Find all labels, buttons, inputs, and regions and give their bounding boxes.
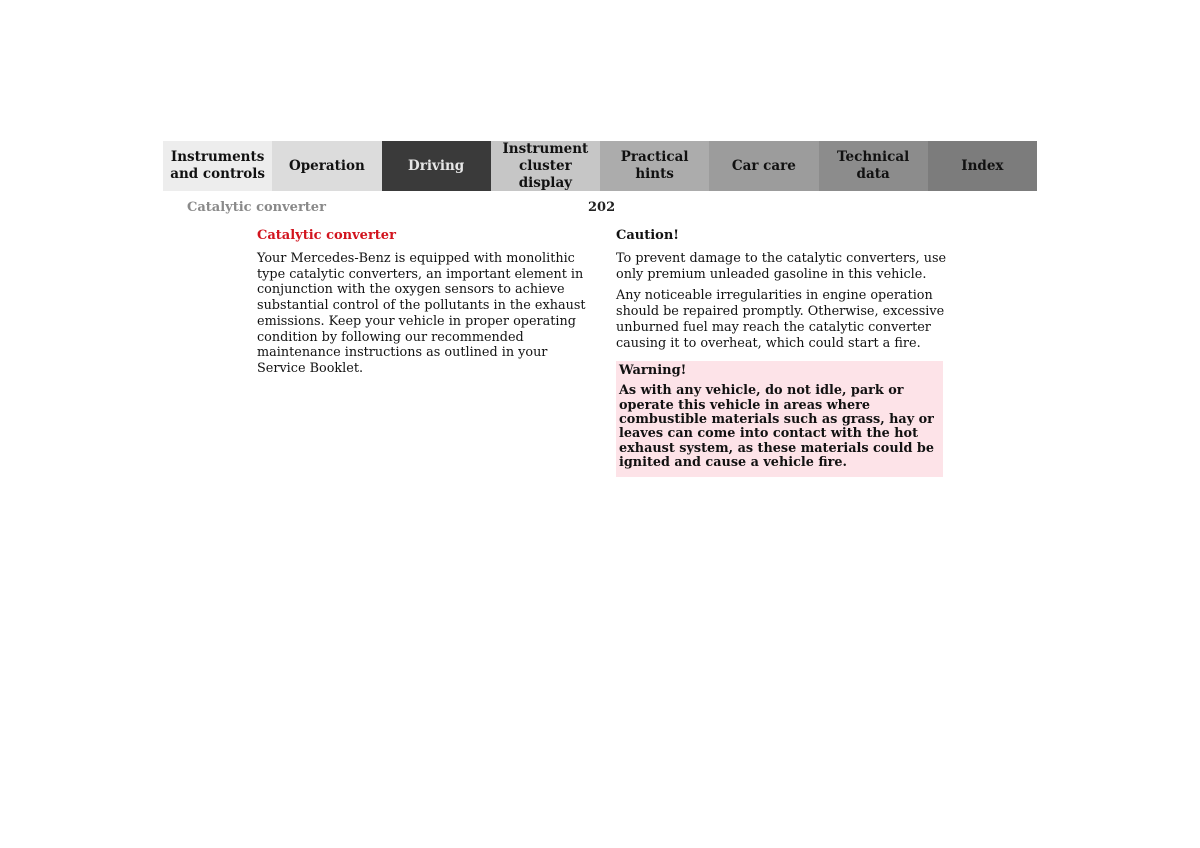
tab-instrument-cluster-display[interactable]: Instrument cluster display: [491, 141, 600, 191]
left-column: [257, 228, 592, 383]
chapter-nav: [163, 141, 1037, 191]
tab-practical-hints[interactable]: Practical hints: [600, 141, 709, 191]
tab-driving[interactable]: Driving: [382, 141, 491, 191]
caution-title: Caution!: [616, 228, 679, 243]
warning-text: As with any vehicle, do not idle, park or operate this vehicle in areas where combustible materials such as grass, hay or leaves can come into contact with the hot exhaust system, as these materials could be ignited and cause a vehicle fire.: [619, 383, 934, 471]
tab-technical-data[interactable]: Technical data: [819, 141, 928, 191]
caution-paragraph-engine: Any noticeable irregularities in engine operation should be repaired promptly. Otherwise, excessive unburned fuel may reach the catalytic converter causing it to overheat, which could start a fire.: [616, 288, 945, 351]
tab-car-care[interactable]: Car care: [709, 141, 818, 191]
tab-operation[interactable]: Operation: [272, 141, 381, 191]
tab-index[interactable]: Index: [928, 141, 1037, 191]
caution-paragraph-fuel: To prevent damage to the catalytic converters, use only premium unleaded gasoline in this vehicle.: [616, 251, 947, 282]
page-number: 202: [588, 200, 616, 215]
warning-box: [616, 361, 943, 476]
section-title: Catalytic converter: [257, 228, 396, 243]
tab-instruments-and-controls[interactable]: Instruments and controls: [163, 141, 272, 191]
right-column: [616, 228, 948, 477]
running-header-section: Catalytic converter: [187, 200, 326, 215]
intro-paragraph: Your Mercedes-Benz is equipped with monolithic type catalytic converters, an important element in conjunction with the oxygen sensors to achieve substantial control of the pollutants in the exhaust emissions. Keep your vehicle in proper operating condition by following our recommended maintenance instructions as outlined in your Service Booklet.: [257, 251, 586, 376]
warning-title: Warning!: [619, 363, 687, 379]
